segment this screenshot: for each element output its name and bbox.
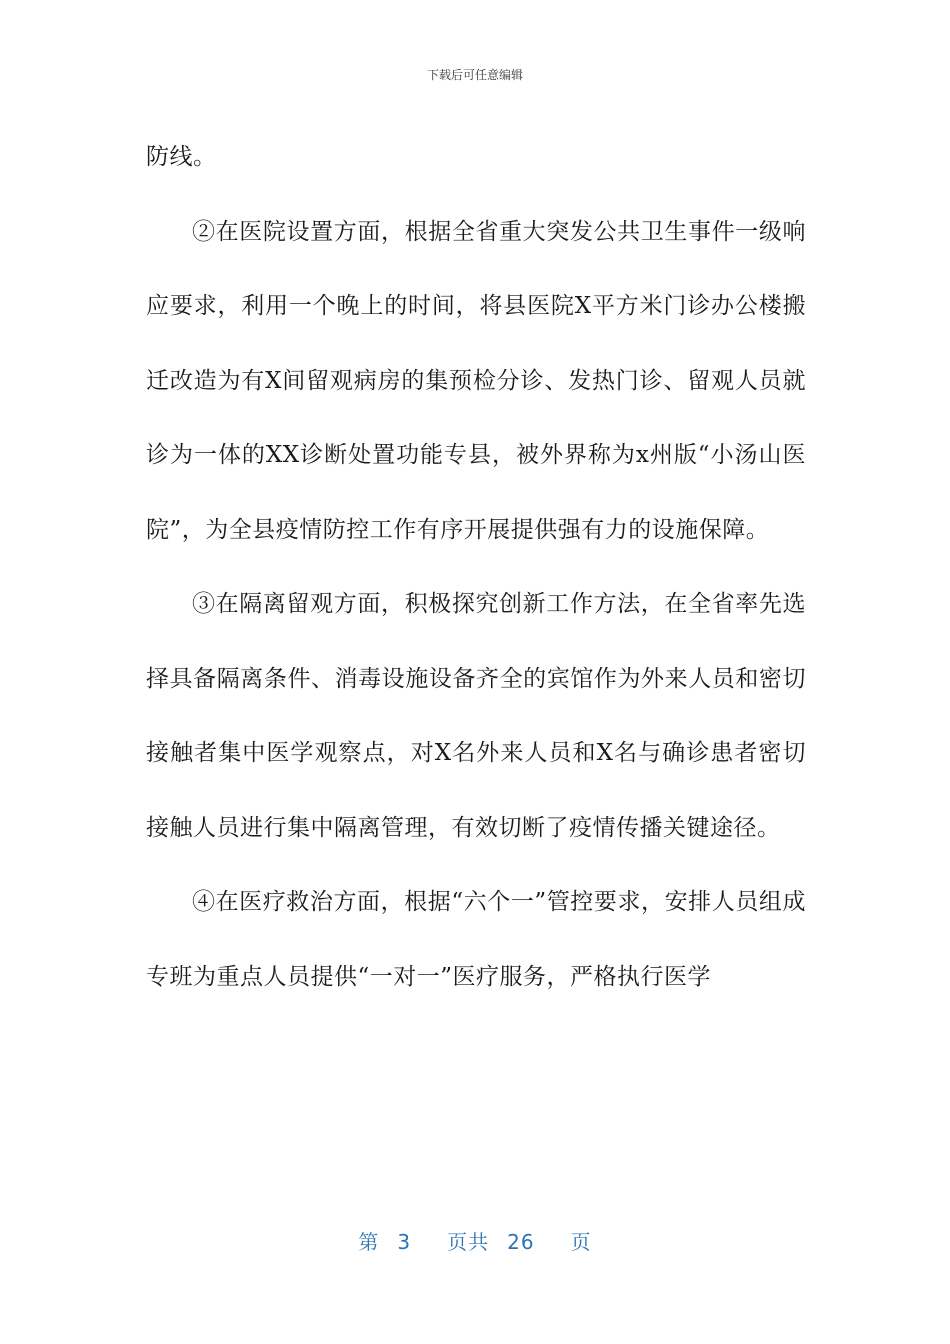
paragraph-continuation: 防线。 <box>146 144 217 170</box>
header-note: 下载后可任意编辑 <box>426 68 523 82</box>
paragraph-hospital-setup: ②在医院设置方面，根据全省重大突发公共卫生事件一级响应要求，利用一个晚上的时间，将县医院X平方米门诊办公楼搬迁改造为有X间留观病房的集预检分诊、发热门诊、留观人员就诊为一体的XX诊断处置功能专县，被外界称为x州版“小汤山医院”，为全县疫情防控工作有序开展提供强有力的设施保障。 <box>146 218 806 543</box>
page-suffix: 页 <box>570 1230 592 1254</box>
page-prefix: 第 <box>358 1230 380 1254</box>
document-body <box>146 120 806 1014</box>
paragraph-treatment: ④在医疗救治方面，根据“六个一”管控要求，安排人员组成专班为重点人员提供“一对一”医疗服务，严格执行医学 <box>146 889 806 990</box>
page-footer <box>0 1226 950 1255</box>
page-middle: 页共 <box>447 1230 490 1254</box>
page-number: 3 <box>397 1230 412 1254</box>
total-pages: 26 <box>507 1230 535 1254</box>
paragraph-isolation: ③在隔离留观方面，积极探究创新工作方法，在全省率先选择具备隔离条件、消毒设施设备齐全的宾馆作为外来人员和密切接触者集中医学观察点，对X名外来人员和X名与确诊患者密切接触人员进行集中隔离管理，有效切断了疫情传播关键途径。 <box>146 591 806 841</box>
